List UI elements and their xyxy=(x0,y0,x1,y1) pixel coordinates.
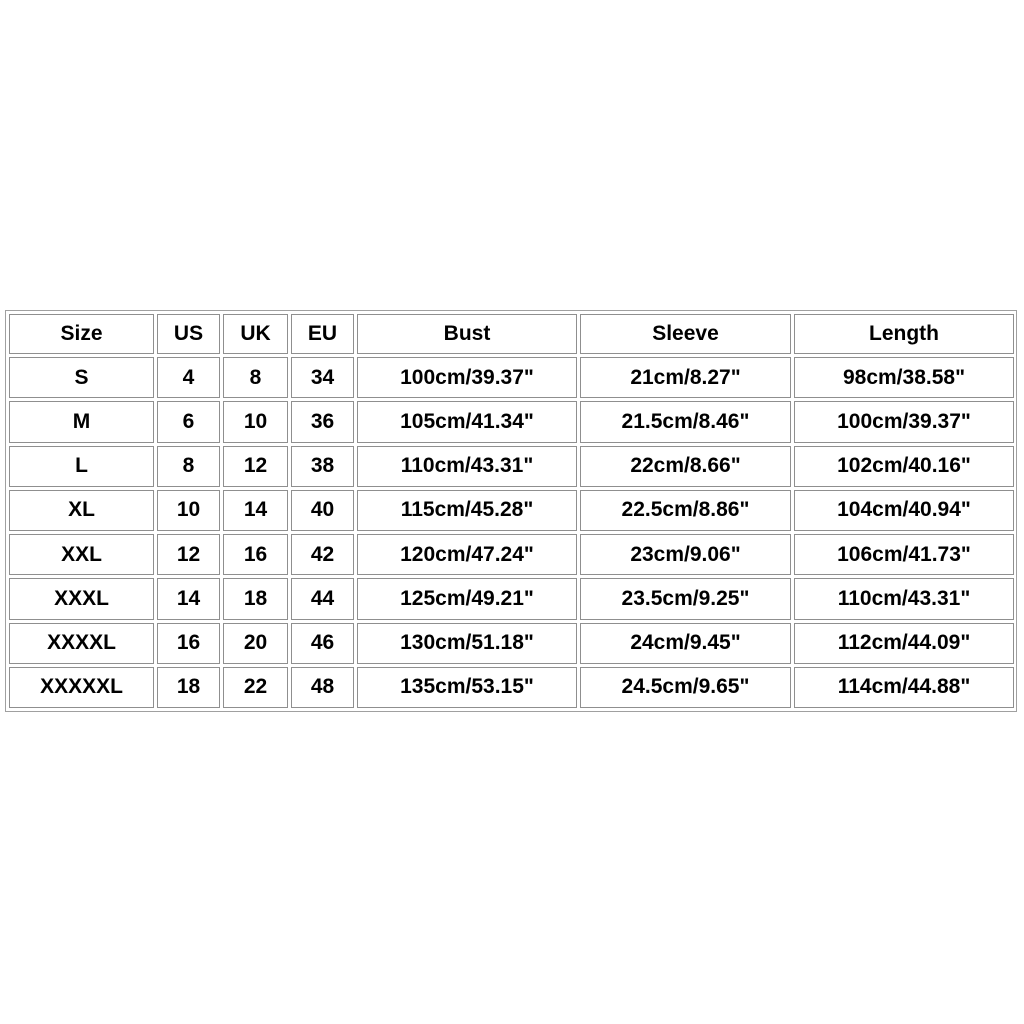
cell-eu: 44 xyxy=(291,578,354,619)
cell-size: XXL xyxy=(9,534,154,575)
column-header-size: Size xyxy=(9,314,154,354)
cell-us: 10 xyxy=(157,490,220,531)
cell-bust: 130cm/51.18" xyxy=(357,623,577,664)
cell-size: XXXL xyxy=(9,578,154,619)
cell-sleeve: 22cm/8.66" xyxy=(580,446,791,487)
cell-eu: 36 xyxy=(291,401,354,442)
table-row xyxy=(9,490,1014,531)
table-body xyxy=(9,357,1014,708)
cell-uk: 8 xyxy=(223,357,288,398)
column-header-eu: EU xyxy=(291,314,354,354)
size-chart xyxy=(5,310,1017,712)
cell-us: 14 xyxy=(157,578,220,619)
table-row xyxy=(9,446,1014,487)
cell-size: M xyxy=(9,401,154,442)
column-header-us: US xyxy=(157,314,220,354)
cell-bust: 110cm/43.31" xyxy=(357,446,577,487)
cell-eu: 40 xyxy=(291,490,354,531)
table-row xyxy=(9,578,1014,619)
table-header-row xyxy=(9,314,1014,354)
cell-bust: 105cm/41.34" xyxy=(357,401,577,442)
cell-eu: 42 xyxy=(291,534,354,575)
cell-eu: 46 xyxy=(291,623,354,664)
cell-uk: 10 xyxy=(223,401,288,442)
cell-eu: 38 xyxy=(291,446,354,487)
cell-sleeve: 24cm/9.45" xyxy=(580,623,791,664)
cell-eu: 34 xyxy=(291,357,354,398)
cell-uk: 12 xyxy=(223,446,288,487)
table-row xyxy=(9,623,1014,664)
cell-eu: 48 xyxy=(291,667,354,708)
table-row xyxy=(9,401,1014,442)
column-header-sleeve: Sleeve xyxy=(580,314,791,354)
size-table xyxy=(6,311,1017,711)
cell-length: 110cm/43.31" xyxy=(794,578,1014,619)
cell-size: S xyxy=(9,357,154,398)
column-header-uk: UK xyxy=(223,314,288,354)
cell-uk: 22 xyxy=(223,667,288,708)
cell-sleeve: 23.5cm/9.25" xyxy=(580,578,791,619)
cell-bust: 120cm/47.24" xyxy=(357,534,577,575)
cell-length: 100cm/39.37" xyxy=(794,401,1014,442)
cell-sleeve: 24.5cm/9.65" xyxy=(580,667,791,708)
cell-us: 18 xyxy=(157,667,220,708)
cell-size: XXXXXL xyxy=(9,667,154,708)
cell-uk: 18 xyxy=(223,578,288,619)
cell-size: XXXXL xyxy=(9,623,154,664)
cell-us: 12 xyxy=(157,534,220,575)
table-row xyxy=(9,667,1014,708)
column-header-length: Length xyxy=(794,314,1014,354)
cell-length: 112cm/44.09" xyxy=(794,623,1014,664)
cell-sleeve: 21cm/8.27" xyxy=(580,357,791,398)
cell-length: 98cm/38.58" xyxy=(794,357,1014,398)
column-header-bust: Bust xyxy=(357,314,577,354)
cell-us: 6 xyxy=(157,401,220,442)
cell-us: 4 xyxy=(157,357,220,398)
cell-us: 8 xyxy=(157,446,220,487)
cell-length: 106cm/41.73" xyxy=(794,534,1014,575)
cell-length: 114cm/44.88" xyxy=(794,667,1014,708)
cell-uk: 14 xyxy=(223,490,288,531)
cell-bust: 115cm/45.28" xyxy=(357,490,577,531)
table-row xyxy=(9,357,1014,398)
table-row xyxy=(9,534,1014,575)
cell-uk: 16 xyxy=(223,534,288,575)
cell-us: 16 xyxy=(157,623,220,664)
cell-bust: 125cm/49.21" xyxy=(357,578,577,619)
cell-uk: 20 xyxy=(223,623,288,664)
cell-bust: 135cm/53.15" xyxy=(357,667,577,708)
cell-sleeve: 23cm/9.06" xyxy=(580,534,791,575)
cell-sleeve: 22.5cm/8.86" xyxy=(580,490,791,531)
cell-size: XL xyxy=(9,490,154,531)
cell-length: 104cm/40.94" xyxy=(794,490,1014,531)
cell-sleeve: 21.5cm/8.46" xyxy=(580,401,791,442)
cell-bust: 100cm/39.37" xyxy=(357,357,577,398)
cell-size: L xyxy=(9,446,154,487)
cell-length: 102cm/40.16" xyxy=(794,446,1014,487)
